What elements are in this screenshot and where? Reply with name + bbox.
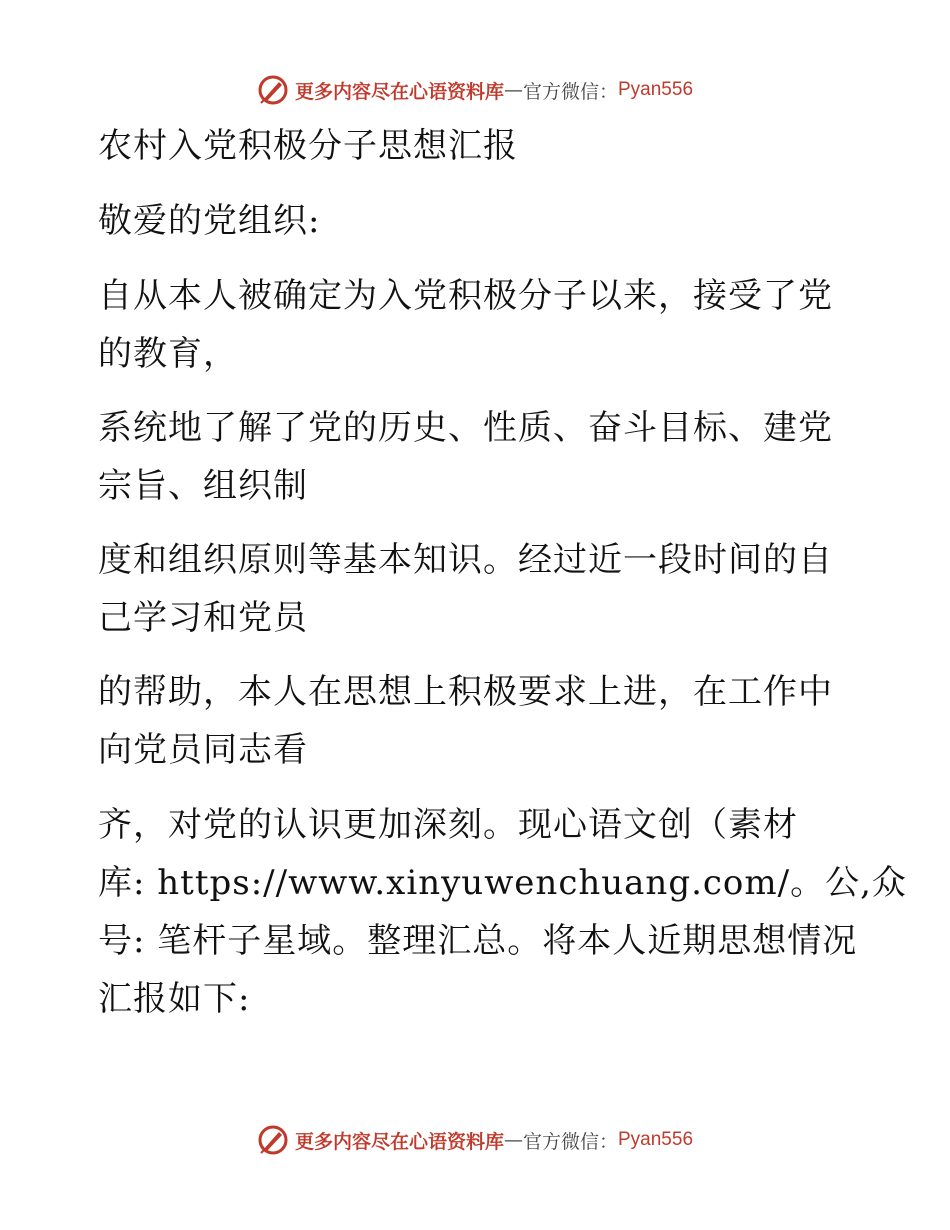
doc-line: 汇报如下: — [98, 979, 251, 1019]
quill-seal-icon — [257, 1124, 289, 1156]
doc-line: 向党员同志看 — [98, 730, 308, 770]
doc-line: 系统地了解了党的历史、性质、奋斗目标、建党 — [98, 408, 833, 448]
header-banner — [0, 70, 950, 110]
doc-line: 度和组织原则等基本知识。经过近一段时间的自 — [98, 540, 833, 580]
doc-line: 自从本人被确定为入党积极分子以来，接受了党 — [98, 276, 833, 316]
doc-title: 农村入党积极分子思想汇报 — [98, 126, 518, 166]
doc-line: 的教育， — [98, 334, 238, 374]
header-separator: — — [503, 79, 523, 101]
doc-salutation: 敬爱的党组织: — [98, 201, 321, 241]
doc-line: 宗旨、组织制 — [98, 466, 308, 506]
header-wechat-label: 官方微信： — [522, 80, 618, 103]
doc-line: 号: 笔杆子星域。整理汇总。将本人近期思想情况 — [98, 921, 858, 961]
footer-wechat-label: 官方微信： — [522, 1130, 618, 1153]
footer-separator: — — [503, 1129, 523, 1151]
doc-line: 的帮助，本人在思想上积极要求上进，在工作中 — [98, 672, 833, 712]
header-brand-text: 更多内容尽在心语资料库 — [294, 80, 504, 103]
header-wechat-id: Pyan556 — [618, 79, 694, 100]
doc-line: 己学习和党员 — [98, 598, 308, 638]
footer-wechat-id: Pyan556 — [618, 1129, 694, 1150]
doc-line: 库: https://www.xinyuwenchuang.com/。公,众 — [98, 863, 907, 903]
footer-brand-text: 更多内容尽在心语资料库 — [294, 1130, 504, 1153]
footer-banner — [0, 1120, 950, 1160]
quill-seal-icon — [257, 74, 289, 106]
doc-line: 齐，对党的认识更加深刻。现心语文创（素材 — [98, 805, 798, 845]
